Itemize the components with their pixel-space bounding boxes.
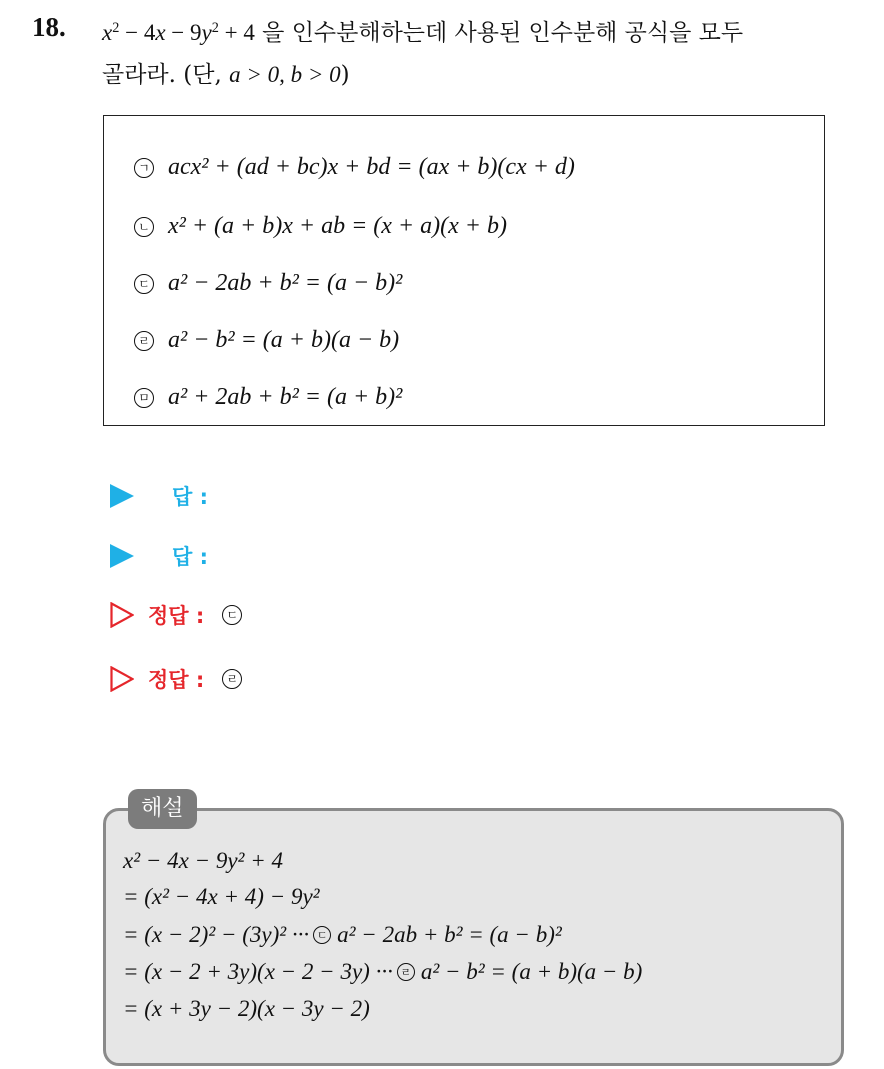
explanation-line: [123, 922, 562, 948]
question-expression: $x^2 - 4x - 9y^2 + 4$: [102, 20, 255, 45]
explanation-line: [123, 959, 642, 985]
question-number: 18.: [32, 12, 66, 42]
question-text-2: 골라라. (단,: [102, 62, 230, 88]
correct-answer-value: ㄹ: [222, 669, 242, 689]
answer-label: 답 :: [172, 545, 208, 569]
choice-item: [134, 154, 575, 181]
filled-triangle-icon: [110, 544, 134, 568]
circled-marker-icon: ㄹ: [134, 331, 154, 351]
filled-triangle-icon: [110, 484, 134, 508]
explanation-line: [123, 848, 283, 874]
circled-marker-icon: ㄹ: [397, 963, 415, 981]
explanation-text: = (x² − 4x + 4) − 9y²: [123, 884, 320, 909]
correct-answer-row: [110, 600, 256, 630]
explanation-text: = (x + 3y − 2)(x − 3y − 2): [123, 996, 370, 1021]
explanation-note: a² − b² = (a + b)(a − b): [420, 959, 643, 984]
explanation-text: = (x − 2)² − (3y)² ···: [123, 922, 310, 947]
choice-formula: a² + 2ab + b² = (a + b)²: [168, 384, 403, 410]
choice-formula: x² + (a + b)x + ab = (x + a)(x + b): [168, 213, 507, 239]
correct-answer-value: ㄷ: [222, 605, 242, 625]
choice-formula: acx² + (ad + bc)x + bd = (ax + b)(cx + d): [168, 154, 575, 180]
circled-marker-icon: ㄷ: [134, 274, 154, 294]
circled-marker-icon: ㅁ: [134, 388, 154, 408]
explanation-note: a² − 2ab + b² = (a − b)²: [337, 922, 562, 947]
circled-marker-icon: ㄷ: [313, 926, 331, 944]
explanation-tag: 해설: [128, 789, 197, 829]
circled-marker-icon: ㄴ: [134, 217, 154, 237]
question-condition: a > 0, b > 0: [229, 62, 341, 87]
circled-marker-icon: ㄱ: [134, 158, 154, 178]
choice-item: [134, 384, 402, 411]
explanation-text: = (x − 2 + 3y)(x − 2 − 3y) ···: [123, 959, 393, 984]
question-text-2-end: ): [340, 62, 350, 88]
explanation-text: x² − 4x − 9y² + 4: [123, 848, 283, 873]
question-line-1: [102, 14, 743, 47]
choice-item: [134, 213, 507, 240]
outlined-triangle-icon: [110, 666, 134, 692]
explanation-line: [123, 996, 370, 1022]
explanation-line: [123, 884, 320, 910]
choice-item: [134, 270, 402, 297]
choice-formula: a² − 2ab + b² = (a − b)²: [168, 270, 403, 296]
correct-answer-label: 정답 :: [148, 604, 205, 628]
question-line-2: [102, 56, 350, 89]
correct-answer-row: [110, 664, 256, 694]
question-text-1: 을 인수분해하는데 사용된 인수분해 공식을 모두: [254, 20, 744, 46]
answer-row: [110, 541, 208, 571]
choices-box: [103, 115, 825, 426]
choice-formula: a² − b² = (a + b)(a − b): [168, 327, 400, 353]
correct-answer-label: 정답 :: [148, 668, 205, 692]
answer-label: 답 :: [172, 485, 208, 509]
choice-item: [134, 327, 399, 354]
outlined-triangle-icon: [110, 602, 134, 628]
answer-row: [110, 481, 208, 511]
